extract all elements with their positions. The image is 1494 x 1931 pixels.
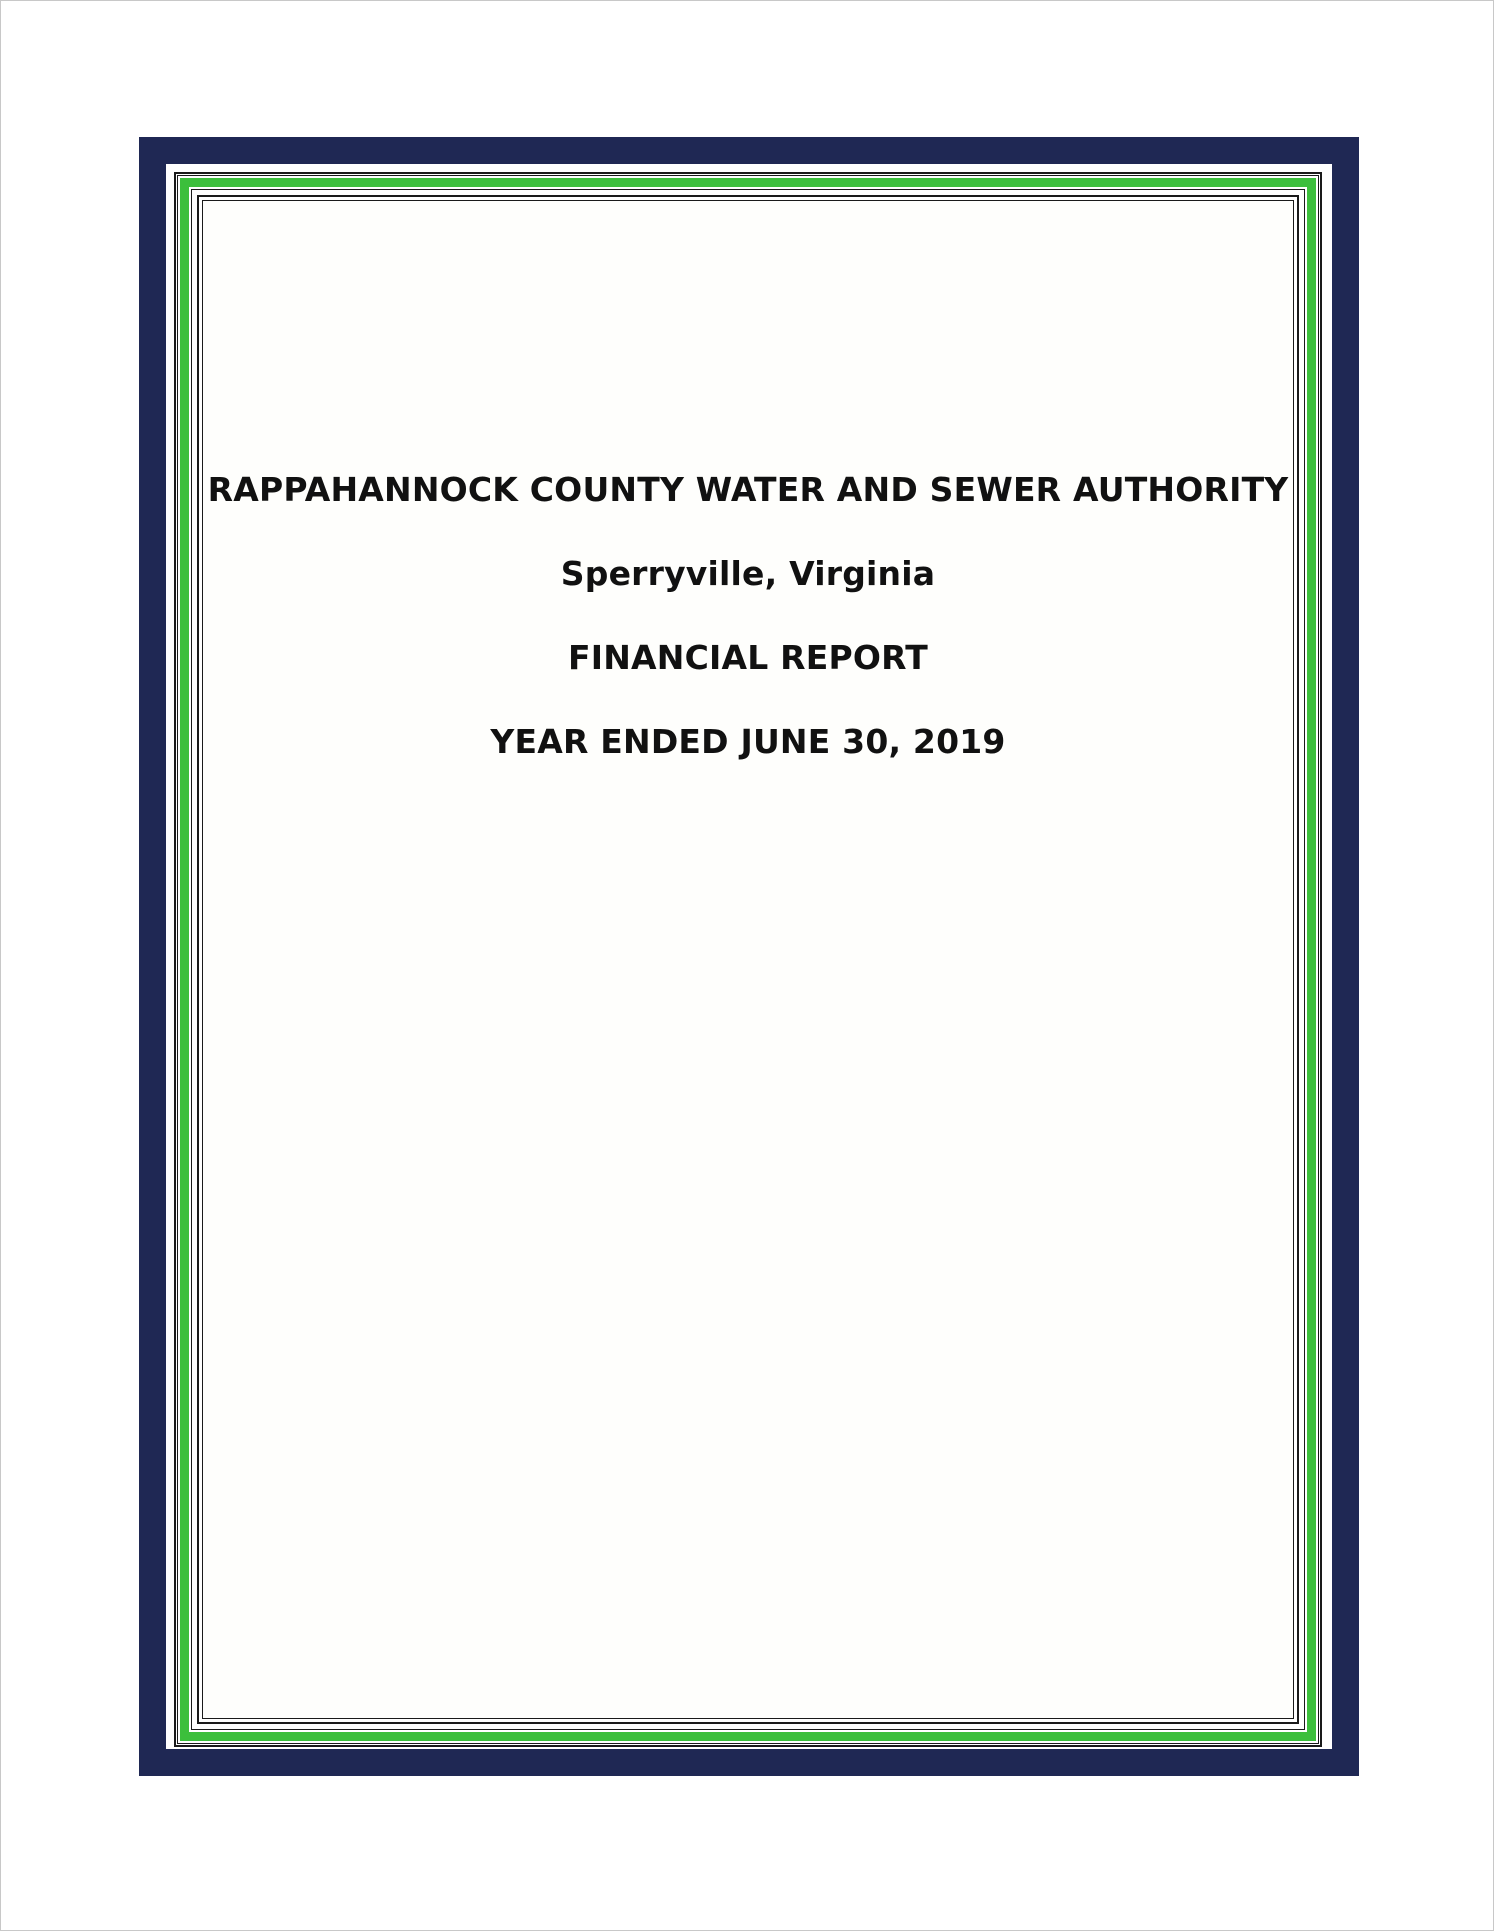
entity-name: RAPPAHANNOCK COUNTY WATER AND SEWER AUTHORITY — [207, 470, 1289, 509]
content-panel — [202, 200, 1294, 1719]
cover-title-block — [204, 470, 1292, 762]
location: Sperryville, Virginia — [560, 554, 936, 593]
report-period: YEAR ENDED JUNE 30, 2019 — [490, 722, 1006, 761]
report-type: FINANCIAL REPORT — [568, 638, 928, 677]
